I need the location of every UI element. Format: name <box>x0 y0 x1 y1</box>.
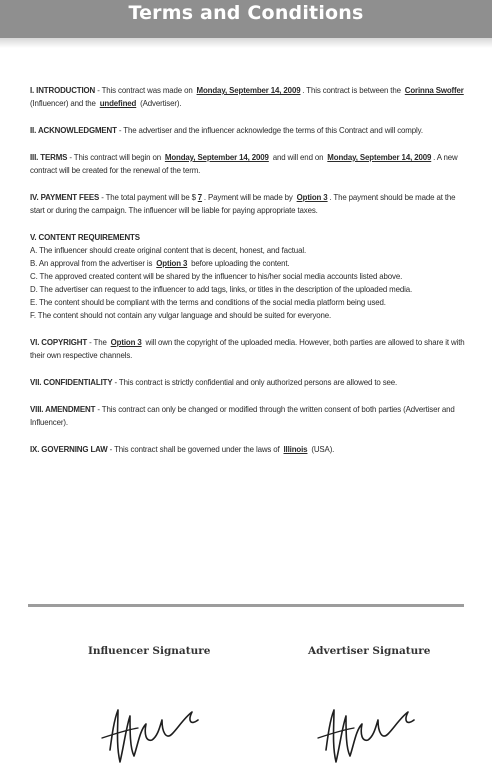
section-heading: II. ACKNOWLEDGMENT <box>30 125 117 135</box>
payment-amount-field: 7 <box>197 192 203 202</box>
section-copyright: VI. COPYRIGHT - The Option 3 will own the copyright of the uploaded media. However, both parties are allowed to share it with their own respective channels. <box>30 337 465 360</box>
approval-option-field: Option 3 <box>156 258 188 268</box>
requirement-item: A. The influencer should create original content that is decent, honest, and factual. <box>30 245 307 255</box>
section-terms: III. TERMS - This contract will begin on Monday, September 14, 2009 and will end on Monday, September 14, 2009 . A new contract will be created for the renewal of the term. <box>30 152 458 175</box>
contract-date-field: Monday, September 14, 2009 <box>196 85 301 95</box>
section-confidentiality: VII. CONFIDENTIALITY - This contract is strictly confidential and only authorized persons are allowed to see. <box>30 377 398 387</box>
section-heading: VI. COPYRIGHT <box>30 337 88 347</box>
advertiser-name-field: undefined <box>99 98 137 108</box>
section-heading: VII. CONFIDENTIALITY <box>30 377 113 387</box>
section-heading: III. TERMS <box>30 152 68 162</box>
end-date-field: Monday, September 14, 2009 <box>327 152 432 162</box>
advertiser-signature-image <box>312 690 432 770</box>
section-heading: I. INTRODUCTION <box>30 85 96 95</box>
requirement-item: D. The advertiser can request to the influencer to add tags, links, or titles in the description of the uploaded media. <box>30 284 413 294</box>
section-acknowledgment: II. ACKNOWLEDGMENT - The advertiser and the influencer acknowledge the terms of this Contract and will comply. <box>30 125 423 135</box>
header-shadow <box>0 38 492 48</box>
payment-method-field: Option 3 <box>296 192 328 202</box>
section-payment-fees: IV. PAYMENT FEES - The total payment will be $ 7 . Payment will be made by Option 3 . The payment should be made at the start or during the campaign. The influencer will be liable for paying appropriate taxes. <box>30 192 456 215</box>
section-heading: V. CONTENT REQUIREMENTS <box>30 232 140 242</box>
signature-divider <box>28 604 464 607</box>
page-title: Terms and Conditions <box>128 2 364 24</box>
requirement-item: E. The content should be compliant with the terms and conditions of the social media platform being used. <box>30 297 386 307</box>
copyright-owner-field: Option 3 <box>110 337 142 347</box>
section-heading: IV. PAYMENT FEES <box>30 192 100 202</box>
section-heading: IX. GOVERNING LAW <box>30 444 108 454</box>
section-amendment: VIII. AMENDMENT - This contract can only be changed or modified through the written consent of both parties (Advertiser and Influencer). <box>30 404 455 427</box>
requirement-item: C. The approved created content will be shared by the influencer to his/her social media accounts listed above. <box>30 271 403 281</box>
contract-body <box>30 84 466 470</box>
requirement-item: B. An approval from the advertiser is Option 3 before uploading the content. <box>30 258 290 268</box>
influencer-name-field: Corinna Swoffer <box>404 85 464 95</box>
section-content-requirements <box>30 231 466 322</box>
section-heading: VIII. AMENDMENT <box>30 404 96 414</box>
influencer-signature-label: Influencer Signature <box>88 645 211 657</box>
page-header <box>0 0 492 38</box>
governing-state-field: Illinois <box>283 444 308 454</box>
section-introduction: I. INTRODUCTION - This contract was made on Monday, September 14, 2009 . This contract is between the Corinna Swoffer (Influencer) and the undefined (Advertiser). <box>30 85 464 108</box>
start-date-field: Monday, September 14, 2009 <box>164 152 269 162</box>
influencer-signature-image <box>96 690 216 770</box>
requirement-item: F. The content should not contain any vulgar language and should be suited for everyone. <box>30 310 332 320</box>
advertiser-signature-label: Advertiser Signature <box>308 645 431 657</box>
section-governing-law: IX. GOVERNING LAW - This contract shall be governed under the laws of Illinois (USA). <box>30 444 335 454</box>
